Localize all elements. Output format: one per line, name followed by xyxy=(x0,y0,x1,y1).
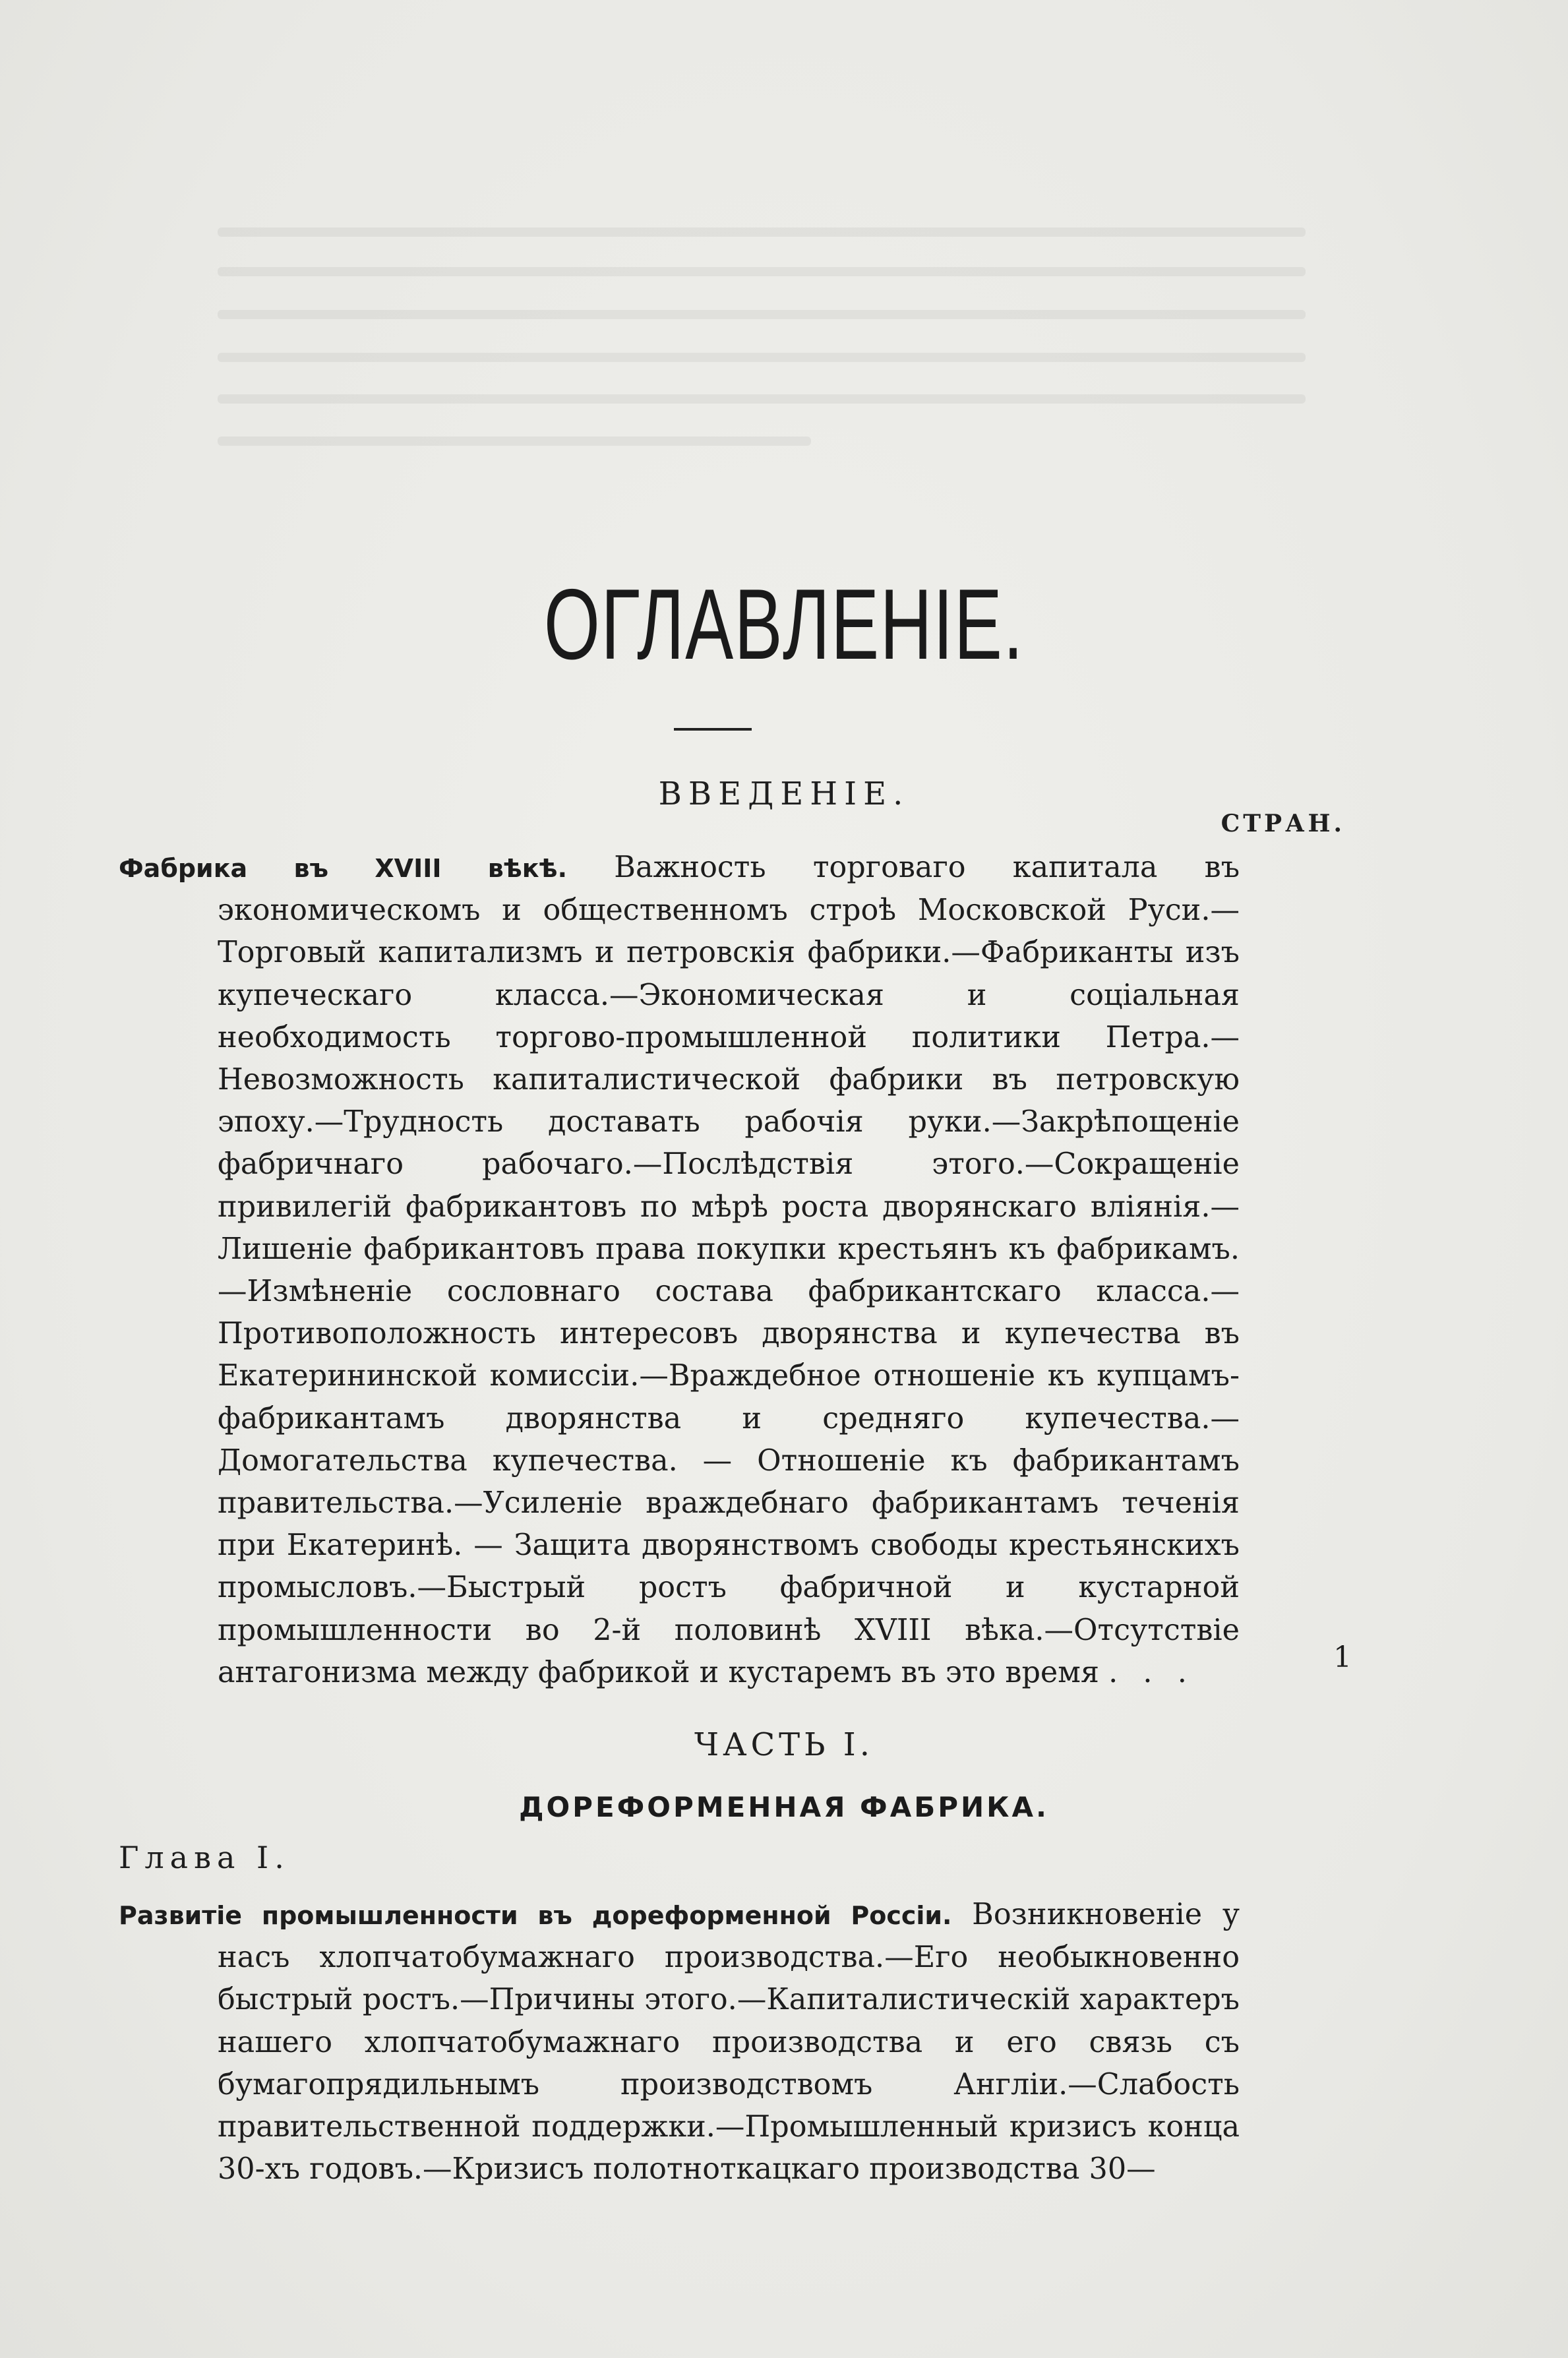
bleed-through-line xyxy=(218,227,1306,237)
page-title: ОГЛАВЛЕНІЕ. xyxy=(543,568,1025,680)
introduction-heading: ВВЕДЕНІЕ. xyxy=(658,775,910,812)
part-heading: ЧАСТЬ I. xyxy=(694,1726,874,1763)
title-divider xyxy=(674,728,752,731)
introduction-page-number: 1 xyxy=(1333,1641,1352,1674)
bleed-through-line xyxy=(218,394,1306,404)
bleed-through-line xyxy=(218,353,1306,362)
entry-lead: Фабрика въ XVIII вѣкѣ. xyxy=(119,854,568,883)
entry-text: Возникновеніе у насъ хлопчатобумажнаго производства.—Его необыкновенно быстрый ростъ.—Причины этого.—Капиталистическій характеръ нашего хлопчатобумажнаго производства и его связь съ бумагопрядильнымъ производствомъ Англіи.—Слабость правительственной поддержки.—Промышленный кризисъ конца 30-хъ годовъ.—Кризисъ полотноткацкаго производства 30— xyxy=(218,1898,1240,2187)
entry-lead: Развитіе промышленности въ дореформенной Россіи. xyxy=(119,1901,952,1930)
introduction-entry xyxy=(119,847,1240,1694)
chapter-entry xyxy=(119,1894,1240,2191)
page-column-label: СТРАН. xyxy=(1221,810,1345,837)
bleed-through-line xyxy=(218,310,1306,319)
leader-dots: . . . xyxy=(1108,1655,1195,1689)
entry-text: Важность торговаго капитала въ экономическомъ и общественномъ строѣ Московской Руси.—Торговый капитализмъ и петровскія фабрики.—Фабриканты изъ купеческаго класса.—Экономическая и соціальная необходимость торгово-промышленной политики Петра.—Невозможность капиталистической фабрики въ петровскую эпоху.—Трудность доставать рабочія руки.—Закрѣпощеніе фабричнаго рабочаго.—Послѣдствія этого.—Сокращеніе привилегій фабрикантовъ по мѣрѣ роста дворянскаго вліянія.—Лишеніе фабрикантовъ права покупки крестьянъ къ фабрикамъ.—Измѣненіе сословнаго состава фабрикантскаго класса.—Противоположность интересовъ дворянства и купечества въ Екатерининской комиссіи.—Враждебное отношеніе къ купцамъ-фабрикантамъ дворянства и средняго купечества.—Домогательства купечества. — Отношеніе къ фабрикантамъ правительства.—Усиленіе враждебнаго фабрикантамъ теченія при Екатеринѣ. — Защита дворянствомъ свободы крестьянскихъ промысловъ.—Быстрый ростъ фабричной и кустарной промышленности во 2-й половинѣ XVIII вѣка.—Отсутствіе антагонизма между фабрикой и кустаремъ въ это время xyxy=(218,851,1240,1689)
bleed-through-line xyxy=(218,267,1306,276)
part-title: ДОРЕФОРМЕННАЯ ФАБРИКА. xyxy=(519,1791,1049,1823)
bleed-through-line xyxy=(218,437,811,446)
chapter-label: Глава I. xyxy=(119,1840,290,1875)
